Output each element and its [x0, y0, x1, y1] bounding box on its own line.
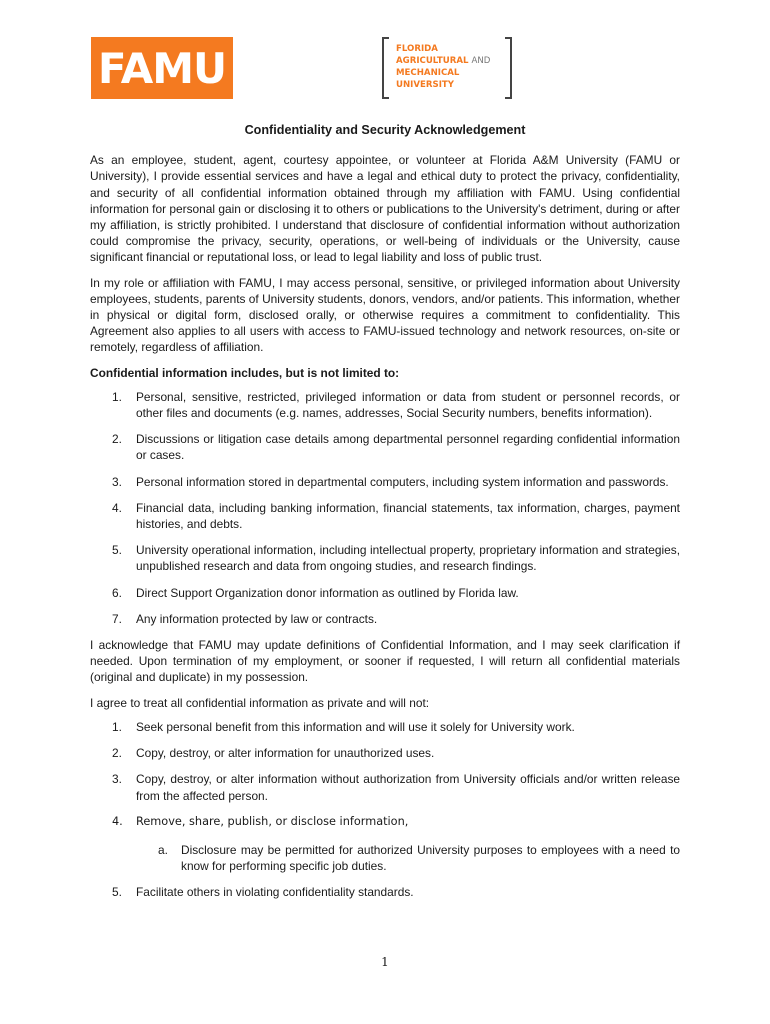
acknowledge-paragraph: I acknowledge that FAMU may update definitions of Confidential Information, and I may seek clarification if needed. Upon termination of my employment, or sooner if requested, I will return all confidential materials (original and duplicate) in my possession.	[90, 638, 680, 685]
includes-list	[90, 389, 680, 627]
list-item: 2. Discussions or litigation case details among departmental personnel regarding confidential information or cases.	[112, 432, 680, 463]
list-item: 1. Seek personal benefit from this information and will use it solely for University work.	[112, 719, 575, 734]
logo-wordmark: FAMU	[91, 37, 233, 99]
list-item: 2. Copy, destroy, or alter information for unauthorized uses.	[112, 746, 435, 761]
list-item: 6. Direct Support Organization donor information as outlined by Florida law.	[112, 585, 519, 600]
agree-list	[90, 719, 680, 901]
logo-university-name: FLORIDA AGRICULTURAL AND MECHANICAL UNIVERSITY	[396, 44, 491, 90]
page-number: 1	[381, 955, 389, 969]
list-item: 7. Any information protected by law or contracts.	[112, 611, 378, 626]
list-item: 3. Personal information stored in departmental computers, including system information and passwords.	[112, 474, 669, 489]
list-item: 1. Personal, sensitive, restricted, privileged information or data from student or personnel records, or other files and documents (e.g. names, addresses, Social Security numbers, benefits information).	[112, 389, 680, 421]
list-item: 5. Facilitate others in violating confidentiality standards.	[112, 885, 414, 900]
includes-heading: Confidential information includes, but is not limited to:	[90, 365, 400, 380]
sub-list	[136, 842, 680, 874]
intro-paragraph: As an employee, student, agent, courtesy appointee, or volunteer at Florida A&M University (FAMU or University), I provide essential services and have a legal and ethical duty to protect the privacy, confidentiality, and security of all confidential information obtained through my affiliation with FAMU. Using confidential information for personal gain or disclosing it to others or publications to the University's detriment, during or after my affiliation, is strictly prohibited. I understand that disclosure of confidential information without authorization could compromise the privacy, security, operations, or well-being of individuals or the University, cause significant financial or reputational loss, or lead to legal liability and loss of public trust.	[90, 153, 680, 265]
list-item: 4. Remove, share, publish, or disclose information, a. Disclosure may be permitted for authorized University purposes to employees with a need to know for performing specific job duties.	[112, 814, 680, 874]
famu-logo	[91, 37, 523, 99]
intro-paragraph: In my role or affiliation with FAMU, I may access personal, sensitive, or privileged information about University employees, students, parents of University students, donors, vendors, and/or patients. This information, whether in physical or digital form, disclosed orally, or otherwise requires a commitment to confidentiality. This Agreement also applies to all users with access to FAMU-issued technology and network resources, on-site or remotely, regardless of affiliation.	[90, 275, 680, 355]
agree-intro: I agree to treat all confidential information as private and will not:	[90, 695, 430, 710]
logo-bracket-right	[505, 37, 512, 99]
sub-list-item: a. Disclosure may be permitted for authorized University purposes to employees with a need to know for performing specific job duties.	[158, 842, 680, 874]
document-body	[90, 122, 680, 911]
list-item: 4. Financial data, including banking information, financial statements, tax information, charges, payment histories, and debts.	[112, 500, 680, 532]
list-item: 3. Copy, destroy, or alter information without authorization from University officials and/or written release from the affected person.	[112, 772, 680, 803]
document-title: Confidentiality and Security Acknowledgement	[244, 123, 526, 137]
logo-bracket-left	[382, 37, 389, 99]
list-item: 5. University operational information, including intellectual property, proprietary information and strategies, unpublished research and data from ongoing studies, and research findings.	[112, 543, 680, 574]
